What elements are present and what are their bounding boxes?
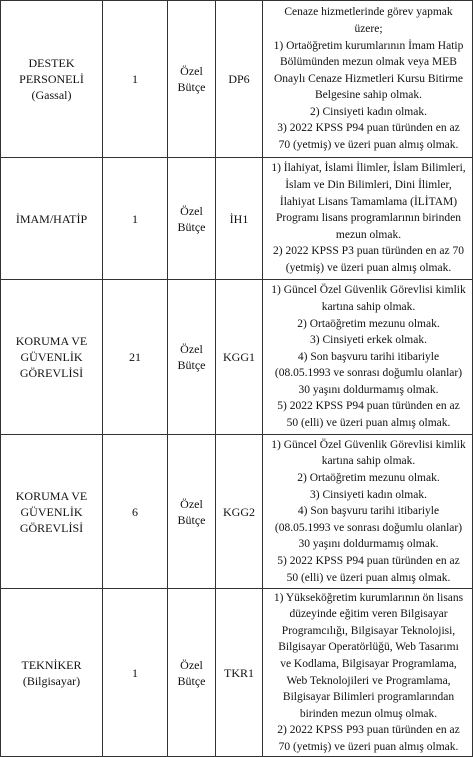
budget-type-line: Bütçe [177, 673, 206, 688]
requirement-line: 1) Güncel Özel Güvenlik Görevlisi kimlik [271, 284, 466, 297]
budget-type-line: Özel [180, 342, 203, 356]
table-row [1, 589, 473, 757]
requirements-cell [263, 1, 473, 158]
budget-type-line: Özel [180, 203, 203, 218]
requirement-line: 3) Cinsiyeti erkek olmak. [310, 334, 427, 347]
position-title-line: GÖREVLİSİ [19, 366, 84, 380]
requirement-line: 70 (yetmiş) ve üzeri puan almış olmak. [278, 139, 459, 152]
position-title-line: KORUMA VE [15, 334, 88, 348]
position-title-cell [1, 1, 103, 158]
budget-type-line: Bütçe [177, 512, 206, 527]
budget-type-cell [168, 158, 216, 280]
budget-type-cell [168, 1, 216, 158]
requirement-line: 50 (elli) ve üzeri puan almış olmak. [286, 571, 451, 584]
requirement-line: İslam ve Din Bilimleri, Dini İlimler, [285, 179, 452, 192]
position-title-line: İMAM/HATİP [15, 211, 88, 226]
requirement-line: 1) Güncel Özel Güvenlik Görevlisi kimlik [271, 438, 466, 451]
table-body [1, 1, 473, 757]
position-code-cell: KGG1 [216, 280, 263, 435]
requirement-line: 30 yaşını doldurmamış olmak. [298, 538, 439, 551]
budget-type-line: Özel [180, 64, 203, 78]
requirement-line: 4) Son başvuru tarihi itibariyle [297, 350, 440, 363]
position-count-cell: 1 [103, 1, 168, 158]
table-row [1, 158, 473, 280]
requirement-line: 4) Son başvuru tarihi itibariyle [297, 505, 440, 518]
requirement-line: Onaylı Cenaze Hizmetleri Kursu Bitirme [273, 72, 464, 85]
requirement-line: birinden mezun olmuş olmak. [299, 707, 438, 720]
requirements-cell [263, 158, 473, 280]
requirements-cell [263, 280, 473, 435]
budget-type-line: Bütçe [177, 358, 206, 372]
requirement-line: 2) Cinsiyeti kadın olmak. [310, 105, 427, 118]
requirement-line: Cenaze hizmetlerinde görev yapmak [284, 6, 453, 19]
requirement-line: (08.05.1993 ve sonrası doğumlu olanlar) [274, 367, 463, 380]
table-row [1, 280, 473, 435]
requirement-line: 2) Ortaöğretim mezunu olmak. [297, 317, 440, 330]
budget-type-line: Özel [180, 657, 203, 672]
position-title-cell [1, 589, 103, 757]
position-title-line: PERSONELİ [19, 72, 84, 86]
requirement-line: 5) 2022 KPSS P94 puan türünden en az [277, 554, 460, 567]
table-row [1, 1, 473, 158]
position-title-line: (Gassal) [31, 88, 72, 102]
requirement-line: 3) Cinsiyeti kadın olmak. [310, 488, 427, 501]
budget-type-line: Bütçe [177, 80, 206, 94]
requirement-line: 30 yaşını doldurmamış olmak. [298, 383, 439, 396]
requirement-line: Bilgisayar Bilimleri programlarından [282, 691, 455, 704]
position-title-line: GÜVENLİK [20, 504, 83, 519]
budget-type-cell [168, 589, 216, 757]
requirement-line: kartına sahip olmak. [321, 455, 416, 468]
requirement-line: mezun olmak. [335, 228, 402, 241]
position-title-line: (Bilgisayar) [22, 673, 81, 688]
requirement-line: düzeyinde eğitim veren Bilgisayar [289, 608, 448, 621]
requirement-line: kartına sahip olmak. [321, 300, 416, 313]
requirement-line: (08.05.1993 ve sonrası doğumlu olanlar) [274, 521, 463, 534]
position-title-line: DESTEK [28, 56, 75, 70]
requirement-line: Bölümünden mezun olmak veya MEB [280, 56, 457, 69]
requirement-line: 50 (elli) ve üzeri puan almış olmak. [286, 417, 451, 430]
requirement-line: Web Teknolojileri ve Programlama, [286, 674, 451, 687]
requirement-line: 5) 2022 KPSS P94 puan türünden en az [277, 400, 460, 413]
budget-type-line: Özel [180, 496, 203, 511]
position-count-cell: 1 [103, 158, 168, 280]
requirement-line: 1) Ortaöğretim kurumlarının İmam Hatip [273, 39, 464, 52]
position-title-cell [1, 158, 103, 280]
requirement-line: Bilgisayar Operatörlüğü, Web Tasarımı [278, 641, 459, 654]
position-title-cell [1, 280, 103, 435]
requirement-line: 2) Ortaöğretim mezunu olmak. [297, 472, 440, 485]
position-count-cell: 6 [103, 435, 168, 589]
position-title-line: TEKNİKER [21, 657, 82, 672]
requirement-line: Programcılığı, Bilgisayar Teknolojisi, [281, 624, 456, 637]
requirement-line: Programı lisans programlarının birinden [276, 212, 461, 225]
position-code-cell: KGG2 [216, 435, 263, 589]
requirement-line: (yetmiş) ve üzeri puan almış olmak. [285, 261, 452, 274]
position-title-line: GÖREVLİSİ [19, 520, 84, 535]
requirement-line: üzere; [354, 22, 383, 35]
requirement-line: İlahiyat Lisans Tamamlama (İLİTAM) [279, 195, 458, 208]
position-title-cell [1, 435, 103, 589]
budget-type-cell [168, 435, 216, 589]
position-count-cell: 21 [103, 280, 168, 435]
position-title-line: GÜVENLİK [20, 350, 83, 364]
requirement-line: 1) İlahiyat, İslami İlimler, İslam Bilimleri, [271, 162, 466, 175]
position-code-cell: DP6 [216, 1, 263, 158]
position-title-line: KORUMA VE [15, 488, 88, 503]
requirement-line: ve Kodlama, Bilgisayar Programlama, [280, 657, 457, 670]
requirement-line: Belgesine sahip olmak. [315, 89, 422, 102]
position-code-cell: TKR1 [216, 589, 263, 757]
table-row [1, 435, 473, 589]
position-code-cell: İH1 [216, 158, 263, 280]
position-count-cell: 1 [103, 589, 168, 757]
requirements-cell [263, 589, 473, 757]
requirement-line: 70 (yetmiş) ve üzeri puan almış olmak. [278, 740, 459, 753]
requirement-line: 1) Yükseköğretim kurumlarının ön lisans [273, 591, 464, 604]
requirement-line: 2) 2022 KPSS P93 puan türünden en az [277, 724, 460, 737]
requirement-line: 2) 2022 KPSS P3 puan türünden en az 70 [272, 245, 464, 258]
requirement-line: 3) 2022 KPSS P94 puan türünden en az [277, 122, 460, 135]
requirements-cell [263, 435, 473, 589]
budget-type-cell [168, 280, 216, 435]
budget-type-line: Bütçe [177, 219, 206, 234]
